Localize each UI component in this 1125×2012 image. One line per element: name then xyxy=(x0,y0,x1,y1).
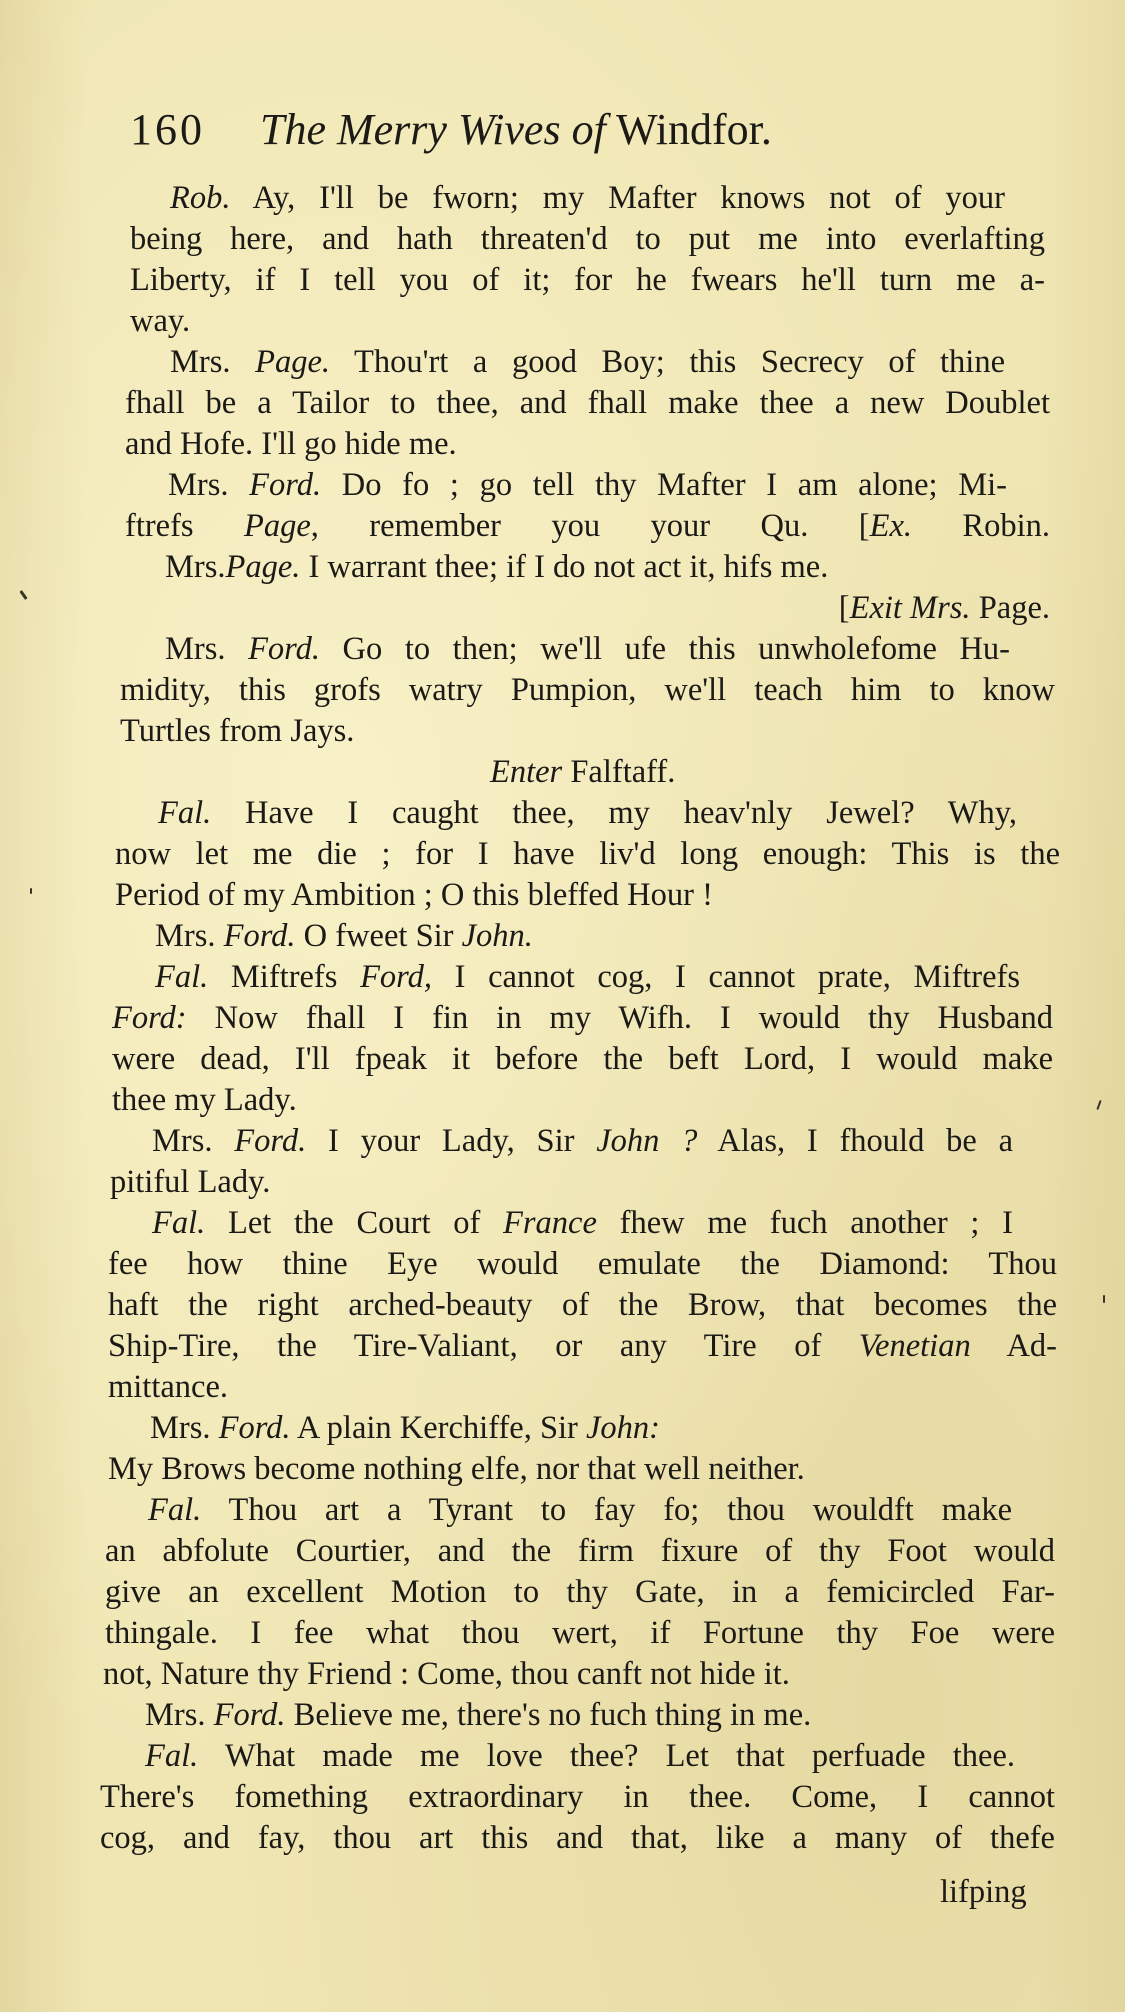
text-line xyxy=(120,711,1055,752)
text-line xyxy=(150,1408,1015,1449)
text-line xyxy=(158,793,1017,834)
text-line xyxy=(108,1367,1057,1408)
text-line xyxy=(148,1490,1012,1531)
text-run: Mrs. xyxy=(145,1697,214,1733)
italic-run: Ford. xyxy=(223,918,296,954)
ink-speck xyxy=(30,888,32,894)
text-line xyxy=(108,1244,1057,1285)
italic-run: Page. xyxy=(225,549,301,585)
text-run: There's fomething extraordinary in thee. Come, I cannot xyxy=(100,1779,1055,1815)
italic-run: Fal. xyxy=(148,1492,202,1528)
text-run: ftrefs xyxy=(125,508,244,544)
text-line xyxy=(125,588,1050,629)
italic-run: Page. xyxy=(255,344,330,380)
italic-run: John. xyxy=(461,918,533,954)
text-run: Mrs. xyxy=(168,467,250,503)
text-run: Mrs. xyxy=(165,631,249,667)
italic-run: Enter xyxy=(490,754,563,790)
text-line xyxy=(100,1777,1055,1818)
catchword: lifping xyxy=(940,1874,1027,1910)
text-line xyxy=(100,1818,1055,1859)
text-run: Turtles from Jays. xyxy=(120,713,355,749)
italic-run: Ford. xyxy=(234,1123,307,1159)
italic-run: France xyxy=(503,1205,597,1241)
text-run: were dead, I'll fpeak it before the beft Lord, I would make xyxy=(112,1041,1053,1077)
page-number: 160 xyxy=(130,105,205,154)
text-run: Page. xyxy=(970,590,1050,626)
text-run: Falftaff. xyxy=(562,754,676,790)
text-line xyxy=(110,1162,1055,1203)
text-line xyxy=(112,1080,1053,1121)
text-run: way. xyxy=(130,303,191,339)
italic-run: Fal. xyxy=(145,1738,199,1774)
text-run: Ad- xyxy=(970,1328,1057,1364)
text-run: Mrs. xyxy=(150,1410,219,1446)
text-run: fhew me fuch another ; I xyxy=(596,1205,1013,1241)
text-line xyxy=(105,1613,1055,1654)
text-run: Period of my Ambition ; O this bleffed Hour ! xyxy=(115,877,713,913)
italic-run: Ford. xyxy=(213,1697,286,1733)
text-line xyxy=(130,301,1045,342)
italic-run: Ford. xyxy=(248,631,320,667)
text-run: cog, and fay, thou art this and that, like a many of thefe xyxy=(100,1820,1055,1856)
italic-run: Ford. xyxy=(249,467,322,503)
text-run: Do fo ; go tell thy Mafter I am alone; Mi- xyxy=(321,467,1007,503)
text-line xyxy=(165,547,960,588)
text-run: not, Nature thy Friend : Come, thou canft not hide it. xyxy=(103,1656,790,1692)
text-line xyxy=(168,465,1007,506)
text-run: I warrant thee; if I do not act it, hifs me. xyxy=(300,549,829,585)
italic-run: John ? xyxy=(596,1123,698,1159)
text-line xyxy=(165,629,1010,670)
text-run: Alas, I fhould be a xyxy=(697,1123,1013,1159)
text-run: fhall be a Tailor to thee, and fhall make thee a new Doublet xyxy=(125,385,1050,421)
text-run: What made me love thee? Let that perfuade thee. xyxy=(198,1738,1015,1774)
running-title: The Merry Wives of xyxy=(260,105,606,154)
italic-run: Fal. xyxy=(158,795,212,831)
text-run: now let me die ; for I have liv'd long enough: This is the xyxy=(115,836,1060,872)
text-run: Robin. xyxy=(912,508,1050,544)
text-run: fee how thine Eye would emulate the Diamond: Thou xyxy=(108,1246,1057,1282)
text-run: mittance. xyxy=(108,1369,229,1405)
text-run: Now fhall I fin in my Wifh. I would thy Husband xyxy=(186,1000,1053,1036)
italic-run: Ford: xyxy=(112,1000,187,1036)
text-line xyxy=(145,1736,1015,1777)
text-run: Have I caught thee, my heav'nly Jewel? Why, xyxy=(211,795,1017,831)
text-run: O fweet Sir xyxy=(295,918,462,954)
text-run: and Hofe. I'll go hide me. xyxy=(125,426,457,462)
text-run: Mrs. xyxy=(155,918,224,954)
text-line xyxy=(490,752,676,793)
text-line xyxy=(103,1654,1057,1695)
italic-run: Ford, xyxy=(360,959,432,995)
text-line xyxy=(152,1203,1013,1244)
text-run: Mrs. xyxy=(152,1123,235,1159)
text-run: Thou art a Tyrant to fay fo; thou wouldft make xyxy=(201,1492,1012,1528)
text-line xyxy=(105,1572,1055,1613)
ink-speck xyxy=(1096,1100,1101,1110)
italic-run: Venetian xyxy=(858,1328,971,1364)
text-line xyxy=(130,260,1045,301)
text-run: Believe me, there's no fuch thing in me. xyxy=(285,1697,812,1733)
text-run: A plain Kerchiffe, Sir xyxy=(290,1410,586,1446)
running-header xyxy=(130,100,930,160)
text-line xyxy=(155,916,1020,957)
ink-speck xyxy=(1103,1295,1105,1303)
italic-run: Page xyxy=(243,508,311,544)
text-line xyxy=(130,219,1045,260)
text-run: My Brows become nothing elfe, nor that well neither. xyxy=(108,1451,805,1487)
text-line xyxy=(170,342,1005,383)
text-run: thingale. I fee what thou wert, if Fortune thy Foe were xyxy=(105,1615,1055,1651)
text-line xyxy=(125,424,1050,465)
text-line xyxy=(120,670,1055,711)
text-run: being here, and hath threaten'd to put me into everlafting xyxy=(130,221,1045,257)
text-run: give an excellent Motion to thy Gate, in a femicircled Far- xyxy=(105,1574,1055,1610)
text-run: Miftrefs xyxy=(208,959,361,995)
text-line xyxy=(125,506,1050,547)
text-run: Go to then; we'll ufe this unwholefome Hu- xyxy=(319,631,1010,667)
italic-run: Exit Mrs. xyxy=(849,590,971,626)
italic-run: Ford. xyxy=(218,1410,291,1446)
text-line xyxy=(115,834,1060,875)
text-line xyxy=(155,957,1020,998)
text-run: Ay, I'll be fworn; my Mafter knows not of your xyxy=(230,180,1005,216)
text-line xyxy=(108,1326,1057,1367)
text-line xyxy=(105,1531,1055,1572)
text-run: an abfolute Courtier, and the firm fixure of thy Foot would xyxy=(105,1533,1055,1569)
text-run: Let the Court of xyxy=(205,1205,504,1241)
text-run: pitiful Lady. xyxy=(110,1164,271,1200)
text-run: Ship-Tire, the Tire-Valiant, or any Tire of xyxy=(108,1328,859,1364)
italic-run: Ex. xyxy=(869,508,912,544)
text-line xyxy=(112,1039,1053,1080)
running-title-tail: Windfor. xyxy=(616,105,772,154)
text-run: midity, this grofs watry Pumpion, we'll teach him to know xyxy=(120,672,1055,708)
text-run: Mrs. xyxy=(165,549,226,585)
text-line xyxy=(108,1285,1057,1326)
text-run: haft the right arched-beauty of the Brow, that becomes the xyxy=(108,1287,1057,1323)
text-line xyxy=(108,1449,1057,1490)
text-line xyxy=(170,178,1005,219)
text-line xyxy=(152,1121,1013,1162)
italic-run: John: xyxy=(586,1410,660,1446)
italic-run: Fal. xyxy=(152,1205,206,1241)
text-run: Thou'rt a good Boy; this Secrecy of thine xyxy=(330,344,1005,380)
text-line xyxy=(115,875,1060,916)
text-run: [ xyxy=(838,590,850,626)
text-line xyxy=(125,383,1050,424)
italic-run: Fal. xyxy=(155,959,209,995)
text-run: , remember you your Qu. [ xyxy=(310,508,870,544)
text-line xyxy=(145,1695,1015,1736)
text-line xyxy=(112,998,1053,1039)
play-text xyxy=(100,178,1080,1859)
text-run: thee my Lady. xyxy=(112,1082,297,1118)
text-run: Mrs. xyxy=(170,344,256,380)
italic-run: Rob. xyxy=(170,180,231,216)
text-run: I your Lady, Sir xyxy=(306,1123,597,1159)
text-run: Liberty, if I tell you of it; for he fwears he'll turn me a- xyxy=(130,262,1045,298)
text-run: I cannot cog, I cannot prate, Miftrefs xyxy=(431,959,1021,995)
ink-speck xyxy=(19,590,27,600)
